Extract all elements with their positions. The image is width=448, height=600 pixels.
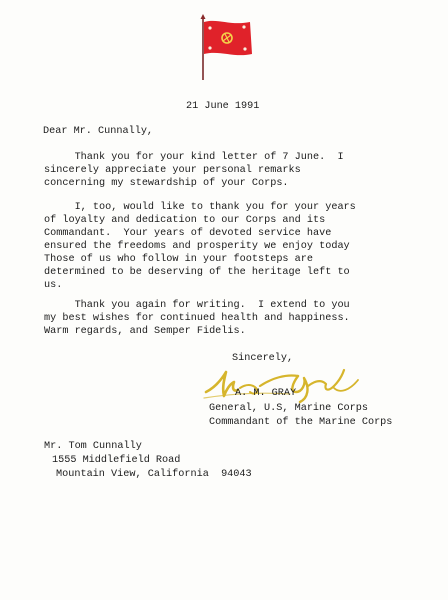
recipient-city-line: Mountain View, California 94043 [56, 469, 252, 480]
paragraph-3 [44, 299, 444, 338]
paragraph-line: Thank you for your kind letter of 7 June. I [44, 152, 344, 163]
recipient-name: Mr. Tom Cunnally [44, 441, 142, 452]
paragraph-line: Thank you again for writing. I extend to you [44, 300, 350, 311]
commandant-flag-icon [196, 14, 256, 80]
paragraph-line: Warm regards, and Semper Fidelis. [44, 326, 246, 337]
letter-date: 21 June 1991 [186, 101, 260, 112]
paragraph-line: concerning my stewardship of your Corps. [44, 178, 289, 189]
paragraph-1 [44, 151, 444, 190]
paragraph-line: us. [44, 280, 63, 291]
salutation: Dear Mr. Cunnally, [43, 126, 154, 137]
signer-title: General, U.S, Marine Corps [209, 403, 368, 414]
paragraph-line: of loyalty and dedication to our Corps and its [44, 215, 326, 226]
paragraph-2 [44, 201, 444, 292]
signer-office: Commandant of the Marine Corps [209, 417, 393, 428]
recipient-street: 1555 Middlefield Road [52, 455, 181, 466]
paragraph-line: determined to be deserving of the heritage left to [44, 267, 350, 278]
signer-name: A. M. GRAY [235, 388, 297, 399]
paragraph-line: ensured the freedoms and prosperity we enjoy today [44, 241, 350, 252]
paragraph-line: sincerely appreciate your personal remarks [44, 165, 301, 176]
paragraph-line: Those of us who follow in your footsteps are [44, 254, 313, 265]
closing: Sincerely, [232, 353, 294, 364]
paragraph-line: Commandant. Your years of devoted service have [44, 228, 332, 239]
paragraph-line: I, too, would like to thank you for your years [44, 202, 356, 213]
paragraph-line: my best wishes for continued health and happiness. [44, 313, 350, 324]
